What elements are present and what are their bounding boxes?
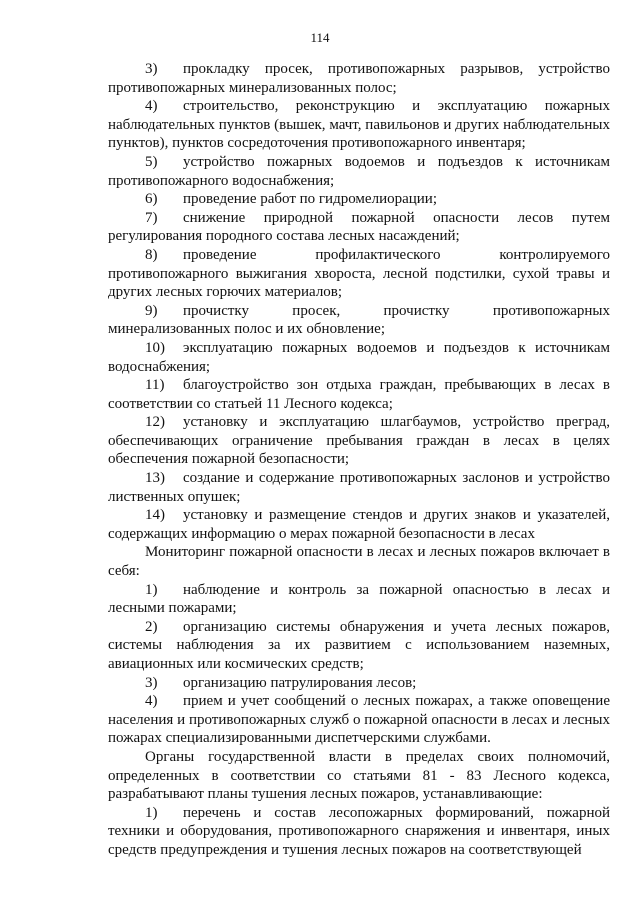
list-item: 11) благоустройство зон отдыха граждан, пребывающих в лесах в соответствии со статьей 11 Лесного кодекса;: [108, 377, 610, 412]
list-item: 13) создание и содержание противопожарных заслонов и устройство лиственных опушек;: [108, 470, 610, 505]
paragraph-monitoring: Мониторинг пожарной опасности в лесах и лесных пожаров включает в себя:: [108, 544, 610, 580]
list-item: 6) проведение работ по гидромелиорации;: [145, 191, 438, 208]
monitoring-list: [108, 581, 610, 748]
list-item: 12) установку и эксплуатацию шлагбаумов, устройство преград, обеспечивающих ограничение пребывания граждан в лесах в целях обеспечения пожарной безопасности;: [108, 414, 610, 468]
list-item: 3) организацию патрулирования лесов;: [145, 674, 417, 691]
list-item: 4) строительство, реконструкцию и эксплуатацию пожарных наблюдательных пунктов (вышек, мачт, павильонов и других наблюдательных пунктов), пунктов сосредоточения противопожарного инвентаря;: [108, 98, 610, 152]
list-item: 4) прием и учет сообщений о лесных пожарах, а также оповещение населения и противопожарных служб о пожарной опасности в лесах и лесных пожарах специализированными диспетчерскими службами.: [108, 693, 610, 747]
list-item: 7) снижение природной пожарной опасности лесов путем регулирования породного состава лесных насаждений;: [108, 209, 610, 245]
document-body: [108, 60, 610, 860]
measures-list: [108, 60, 610, 543]
list-item: 2) организацию системы обнаружения и учета лесных пожаров, системы наблюдения за их развитием с использованием наземных, авиационных или космических средств;: [108, 618, 610, 672]
list-item: 9) прочистку просек, прочистку противопожарных минерализованных полос и их обновление;: [108, 302, 610, 338]
list-item: 5) устройство пожарных водоемов и подъездов к источникам противопожарного водоснабжения;: [108, 153, 610, 189]
paragraph-authorities: Органы государственной власти в пределах своих полномочий, определенных в соответствии со статьями 81 - 83 Лесного кодекса, разрабатывают планы тушения лесных пожаров, устанавливающие:: [108, 748, 610, 803]
list-item: 10) эксплуатацию пожарных водоемов и подъездов к источникам водоснабжения;: [108, 339, 610, 375]
plans-list: [108, 804, 610, 860]
list-item: 3) прокладку просек, противопожарных разрывов, устройство противопожарных минерализованных полос;: [108, 61, 610, 96]
list-item: 14) установку и размещение стендов и других знаков и указателей, содержащих информацию о мерах пожарной безопасности в лесах: [108, 507, 610, 542]
list-item: 1) перечень и состав лесопожарных формирований, пожарной техники и оборудования, противопожарного снаряжения и инвентаря, иных средств предупреждения и тушения лесных пожаров на соответствующей: [108, 804, 610, 858]
list-item: 8) проведение профилактического контролируемого противопожарного выжигания хвороста, лесной подстилки, сухой травы и других лесных горючих материалов;: [108, 246, 610, 301]
list-item: 1) наблюдение и контроль за пожарной опасностью в лесах и лесными пожарами;: [108, 581, 610, 617]
page-number: 114: [310, 30, 330, 45]
